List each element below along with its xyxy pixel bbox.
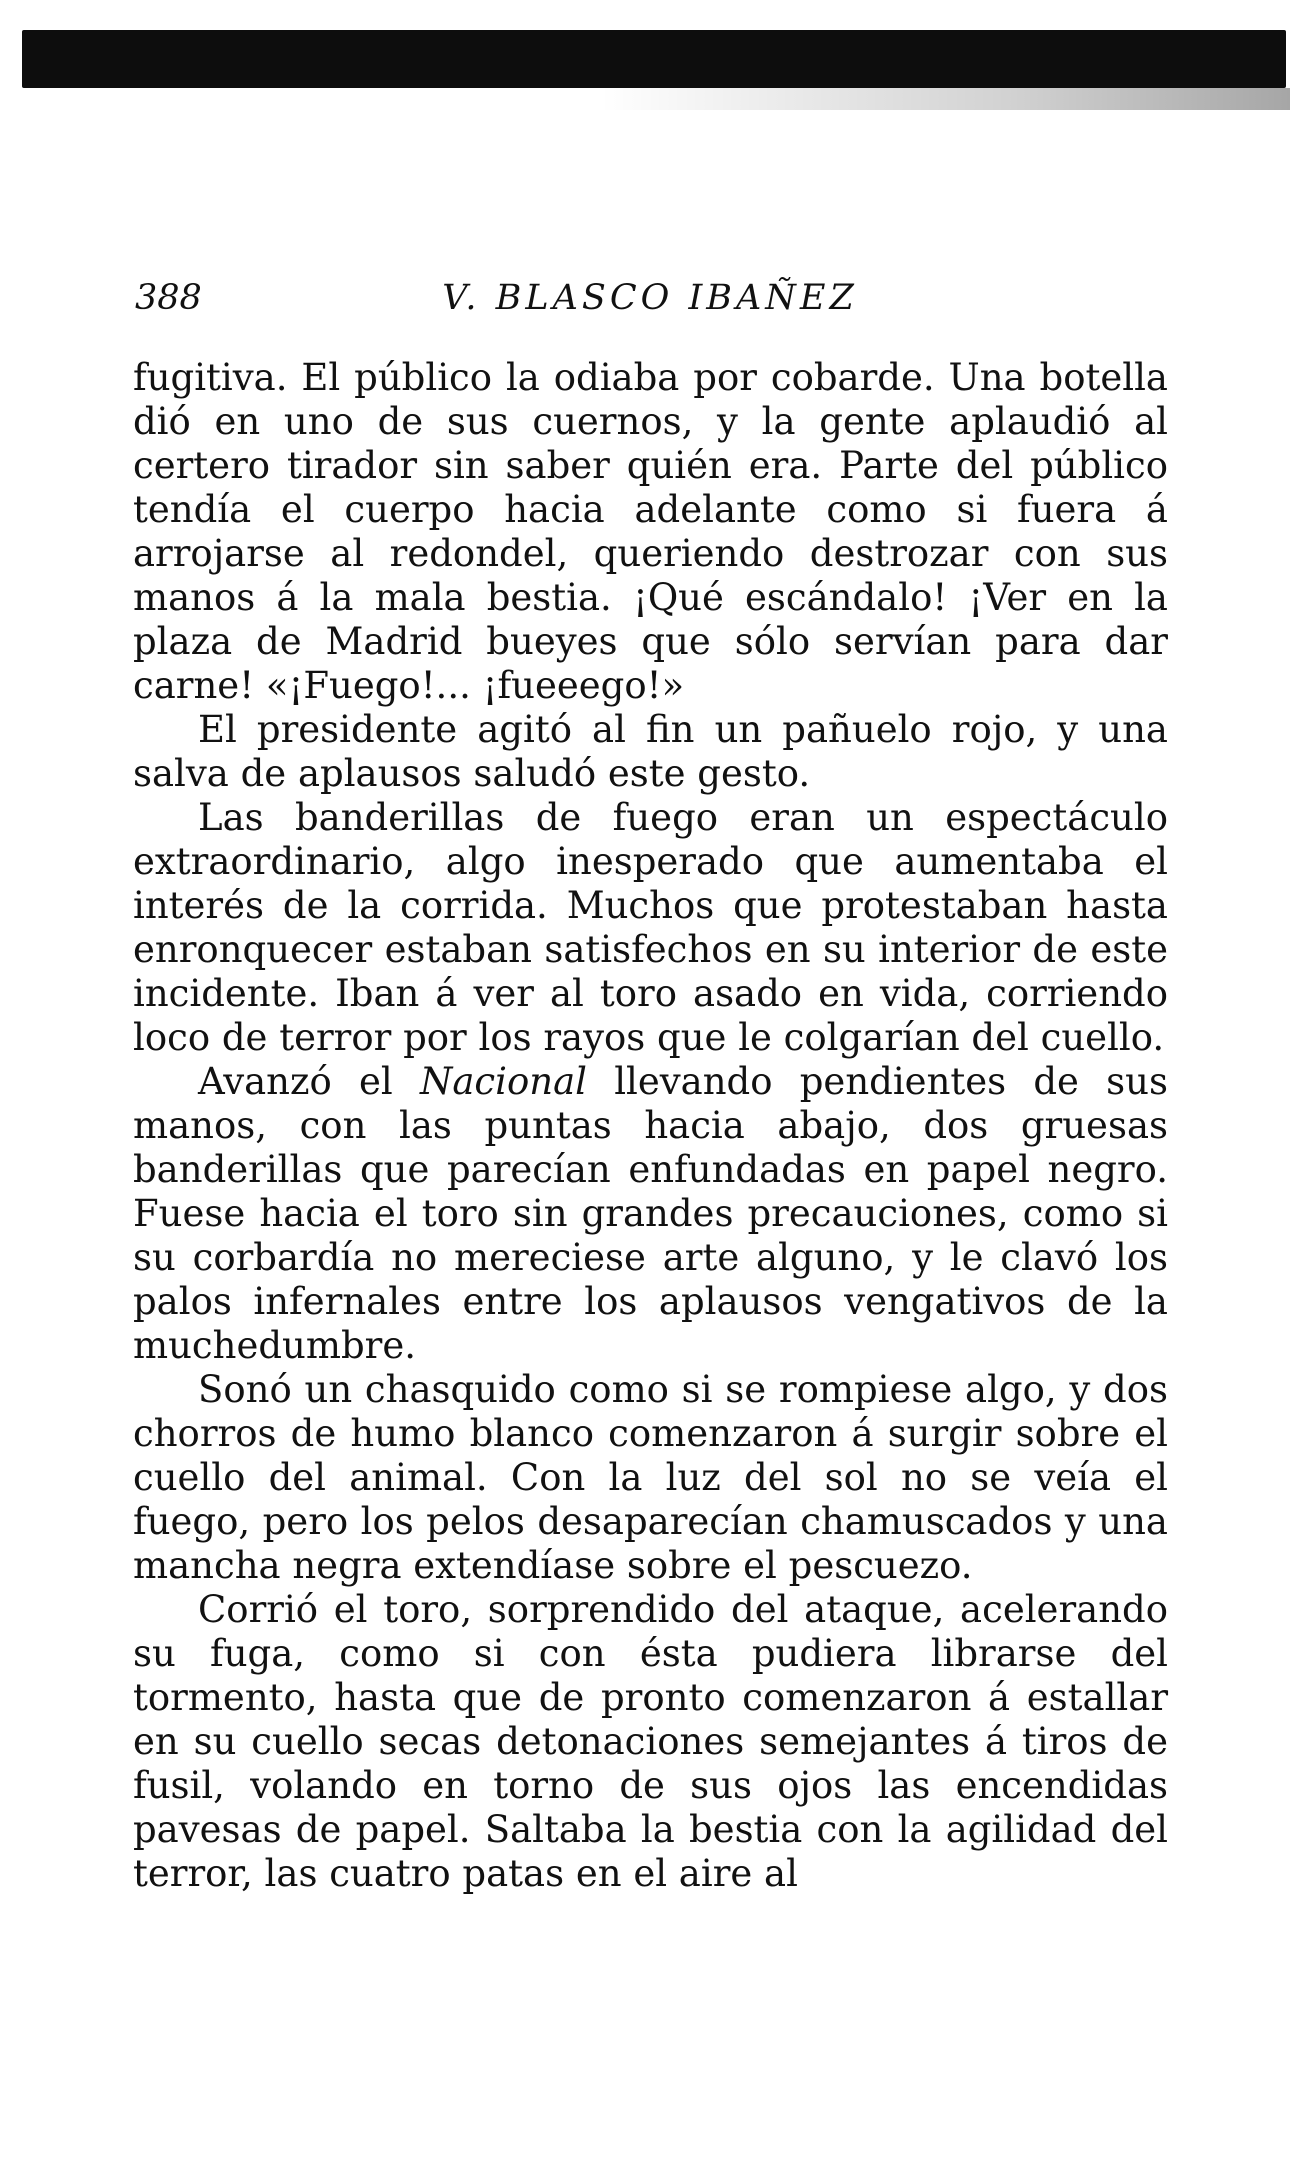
paragraph-5: Sonó un chasquido como si se rompiese algo, y dos chorros de humo blanco comenzaron á surgir sobre el cuello del animal. Con la luz del sol no se veía el fuego, pero los pelos desaparecían chamuscados y una mancha negra extendíase sobre el pescuezo. bbox=[133, 1368, 1168, 1587]
paragraph-6: Corrió el toro, sorprendido del ataque, acelerando su fuga, como si con ésta pudiera librarse del tormento, hasta que de pronto comenzaron á estallar en su cuello secas detonaciones semejantes á tiros de fusil, volando en torno de sus ojos las encendidas pavesas de papel. Saltaba la bestia con la agilidad del terror, las cuatro patas en el aire al bbox=[133, 1588, 1168, 1895]
paragraph-4-italic: Nacional bbox=[419, 1060, 587, 1103]
scan-edge-shadow bbox=[600, 88, 1290, 110]
paragraph-4 bbox=[133, 1060, 1168, 1368]
scan-edge-bar bbox=[22, 30, 1286, 88]
body-text bbox=[133, 356, 1168, 1896]
paragraph-4-start: Avanzó el bbox=[198, 1060, 420, 1103]
page-number: 388 bbox=[135, 278, 202, 318]
paragraph-4-rest: llevando pendientes de sus manos, con las puntas hacia abajo, dos gruesas banderillas que parecían enfundadas en papel negro. Fuese hacia el toro sin grandes precauciones, como si su corbardía no mereciese arte alguno, y le clavó los palos infernales entre los aplausos vengativos de la muchedumbre. bbox=[133, 1060, 1168, 1367]
paragraph-3: Las banderillas de fuego eran un espectáculo extraordinario, algo inesperado que aumentaba el interés de la corrida. Muchos que protestaban hasta enronquecer estaban satisfechos en su interior de este incidente. Iban á ver al toro asado en vida, corriendo loco de terror por los rayos que le colgarían del cuello. bbox=[133, 796, 1168, 1059]
page-header bbox=[135, 278, 1165, 328]
paragraph-1: fugitiva. El público la odiaba por cobarde. Una botella dió en uno de sus cuernos, y la gente aplaudió al certero tirador sin saber quién era. Parte del público tendía el cuerpo hacia adelante como si fuera á arrojarse al redondel, queriendo destrozar con sus manos á la mala bestia. ¡Qué escándalo! ¡Ver en la plaza de Madrid bueyes que sólo servían para dar carne! «¡Fuego!... ¡fueeego!» bbox=[133, 356, 1168, 707]
running-title: V. BLASCO IBAÑEZ bbox=[442, 278, 858, 318]
paragraph-2: El presidente agitó al fin un pañuelo rojo, y una salva de aplausos saludó este gesto. bbox=[133, 708, 1168, 795]
